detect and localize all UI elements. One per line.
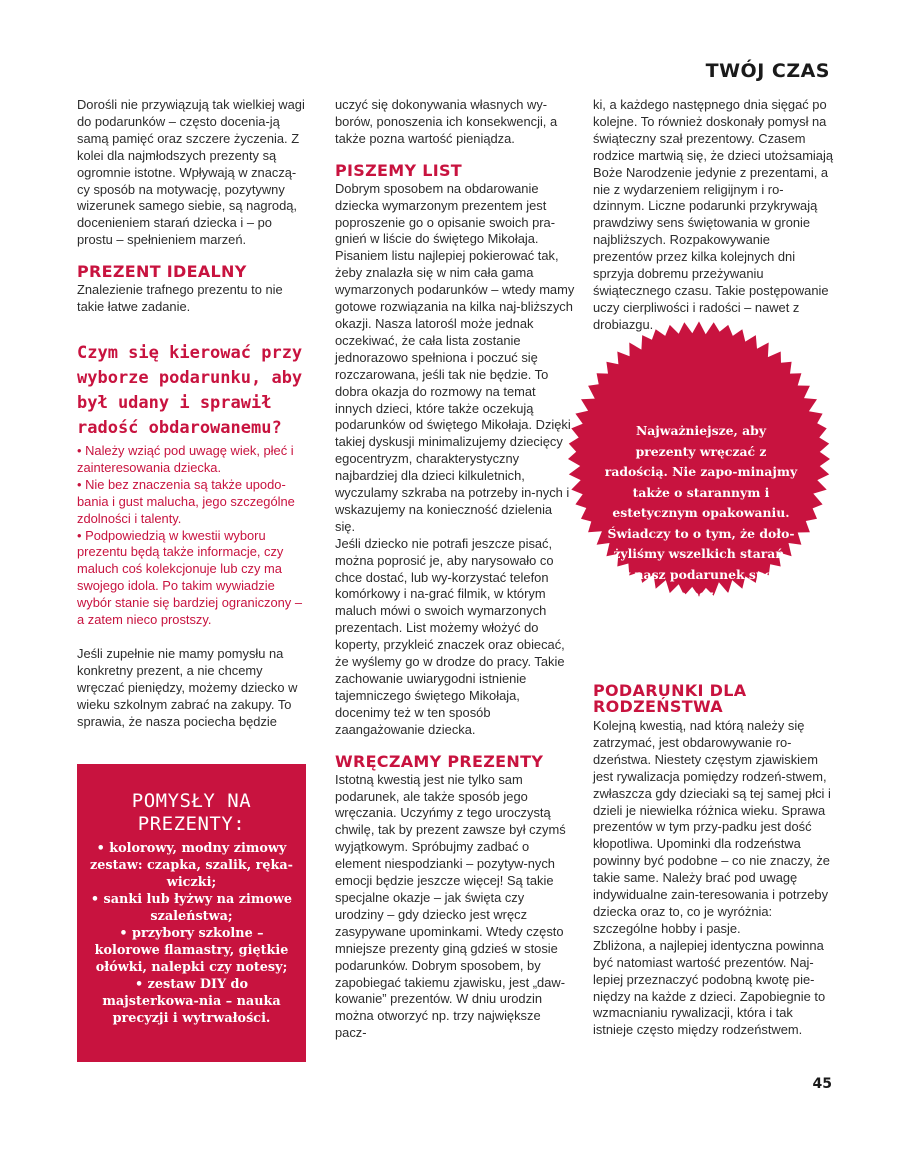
outro-paragraph: Jeśli zupełnie nie mamy pomysłu na konkretny prezent, a nie chcemy wręczać pieniędzy, możemy dziecko w wieku szkolnym zabrać na zakupy. To sprawia, że nasza pociecha będzie [77,645,298,729]
highlight-badge [566,318,832,600]
tip-item: • Nie bez znaczenia są także upodo-bania i gust malucha, jego szczególne zdolności i talenty. [77,476,295,526]
tip-item: • Podpowiedzią w kwestii wyboru prezentu będą także informacje, czy maluch coś kolekcjonuje lub czy ma swojego idola. Po takim wywiadzie wybór stanie się bardziej ograniczony – a zatem nieco prostszy. [77,527,302,628]
section-label: TWÓJ CZAS [705,60,830,82]
heading-podarunki-rodzenstwa: PODARUNKI DLA RODZEŃSTWA [593,681,747,716]
gift-idea-item: • sanki lub łyżwy na zimowe szaleństwa; [90,892,293,924]
gift-idea-item: • przybory szkolne – kolorowe flamastry, giętkie ołówki, nalepki czy notesy; [94,926,289,975]
intro-paragraph: Dorośli nie przywiązują tak wielkiej wagi do podarunków – często docenia-ją samą pamięć oraz szczere życzenia. Z kolei dla najmłodszych prezenty są ogromnie istotne. Wpływają w znaczą-cy sposób na motywację, pozytywny wizerunek samego siebie, są nagrodą, docenieniem starań dziecka i – po prostu – spełnieniem marzeń. [77,97,305,248]
gift-idea-item: • kolorowy, modny zimowy zestaw: czapka, szalik, ręka-wiczki; [90,841,293,890]
heading-prezent-idealny: PREZENT IDEALNY [77,262,247,282]
column-2-continuation: uczyć się dokonywania własnych wy-borów, ponoszenia ich konsekwencji, a także pozna wartość pieniądza. [335,97,558,146]
siblings-paragraph-2: Zbliżona, a najlepiej identyczna powinna być natomiast wartość prezentów. Naj-lepiej przeznaczyć podobną kwotę pie-niędzy na każde z dzieci. Zapobiegnie to wzmacnianiu rywalizacji, która i tak istnieje często między rodzeństwem. [593,937,826,1038]
heading-piszemy-list: PISZEMY LIST [335,160,462,180]
page-number: 45 [812,1076,832,1092]
gift-idea-item: • zestaw DIY do majsterkowa-nia – nauka precyzji i wytrwałości. [102,977,281,1026]
column-3-bottom [593,683,833,1039]
gift-ideas-title: POMYSŁY NA PREZENTY: [131,790,252,835]
heading-wreczamy-prezenty: WRĘCZAMY PREZENTY [335,751,544,771]
giving-paragraph: Istotną kwestią jest nie tylko sam podarunek, ale także sposób jego wręczania. Uczyńmy z tego uroczystą chwilę, tak by prezent zawsze był czymś wyjątkowym. Spróbujmy zadbać o element niespodzianki – pozytyw-nych emocji będzie jeszcze więcej! Są takie specjalne okazje – jak święta czy urodziny – gdy dziecko jest wręcz zasypywane upominkami. Wtedy często mniejsze prezenty giną gdzieś w stosie podarunków. Dobrym sposobem, by zapobiegać takiemu zjawisku, jest „daw-kowanie” prezentów. W dniu urodzin można otworzyć np. trzy największe pacz- [335,771,566,1041]
tip-item: • Należy wziąć pod uwagę wiek, płeć i zainteresowania dziecka. [77,442,294,475]
column-2 [335,97,575,1042]
gift-ideas-box [77,764,306,1062]
script-heading: Czym się kierować przy wyborze podarunku, aby był udany i sprawił radość obdarowanemu? [77,342,303,438]
badge-text: Najważniejsze, aby prezenty wręczać z radością. Nie zapo-minajmy także o starannym i estetycznym opakowaniu. Świadczy to o tym, że doło-żyliśmy wszelkich starań, aby nasz podarunek spełnił dziecięce oczekiwania. [604,423,798,602]
column-1 [77,97,305,730]
ideal-paragraph: Znalezienie trafnego prezentu to nie takie łatwe zadanie. [77,282,283,315]
column-3-top [593,97,833,334]
tips-list [77,443,305,629]
siblings-paragraph: Kolejną kwestią, nad którą należy się zatrzymać, jest obdarowywanie ro-dzeństwa. Niestety częstym zjawiskiem jest rywalizacja pomiędzy rodzeń-stwem, zwłaszcza gdy dzieciaki są tej samej płci i dzieli je niewielka różnica wieku. Sprawa prezentów w tym przy-padku jest dość kłopotliwa. Upominki dla rodzeństwa powinny być podobne – co nie znaczy, że takie same. Należy brać pod uwagę indywidualne zain-teresowania i potrzeby dziecka oraz to, co je wyróżnia: szczególne hobby i pasje. [593,718,831,936]
column-3-continuation: ki, a każdego następnego dnia sięgać po kolejne. To również doskonały pomysł na świąteczny szał prezentowy. Czasem rodzice martwią się, że dzieci utożsamiają Boże Narodzenie jedynie z prezentami, a nie z wydarzeniem religijnym i ro-dzinnym. Liczne podarunki przykrywają prawdziwy sens świętowania w gronie najbliższych. Rozpakowywanie prezentów przez kilka kolejnych dni sprzyja dobremu przeżywaniu świątecznego czasu. Takie postępowanie uczy cierpliwości i radości – nawet z drobiazgu. [593,97,833,332]
letter-paragraph: Dobrym sposobem na obdarowanie dziecka wymarzonym prezentem jest poproszenie go o opisanie swoich pra-gnień w liście do świętego Mikołaja. Pisaniem listu najlepiej pokierować tak, żeby znalazła się w nim cała gama wymarzonych podarunków – wtedy mamy gotowe rozwiązania na kilka naj-bliższych okazji. Nasza latorośl może jednak oczekiwać, że cała lista zostanie jednorazowo spełniona i poczuć się rozczarowana, jeśli tak nie będzie. To dobra okazja do rozmowy na temat innych dzieci, które także oczekują podarunków od świętego Mikołaja. Dzięki takiej dyskusji minimalizujemy dziecięcy egocentryzm, charakterystyczny najbardziej dla dzieci kilkuletnich, wyczulamy szkraba na potrzeby in-nych i wskazujemy na konieczność dzielenia się. [335,180,575,534]
letter-paragraph-2: Jeśli dziecko nie potrafi jeszcze pisać, można poprosić je, aby narysowało co chce dostać, lub wy-korzystać telefon komórkowy i na-grać filmik, w którym maluch mówi o swoich wymarzonych prezentach. List możemy włożyć do koperty, przykleić znaczek oraz obiecać, że wyślemy go w drodze do pracy. Takie zachowanie uwiarygodni istnienie tajemniczego świętego Mikołaja, docenimy też w ten sposób zaangażowanie dziecka. [335,535,565,737]
